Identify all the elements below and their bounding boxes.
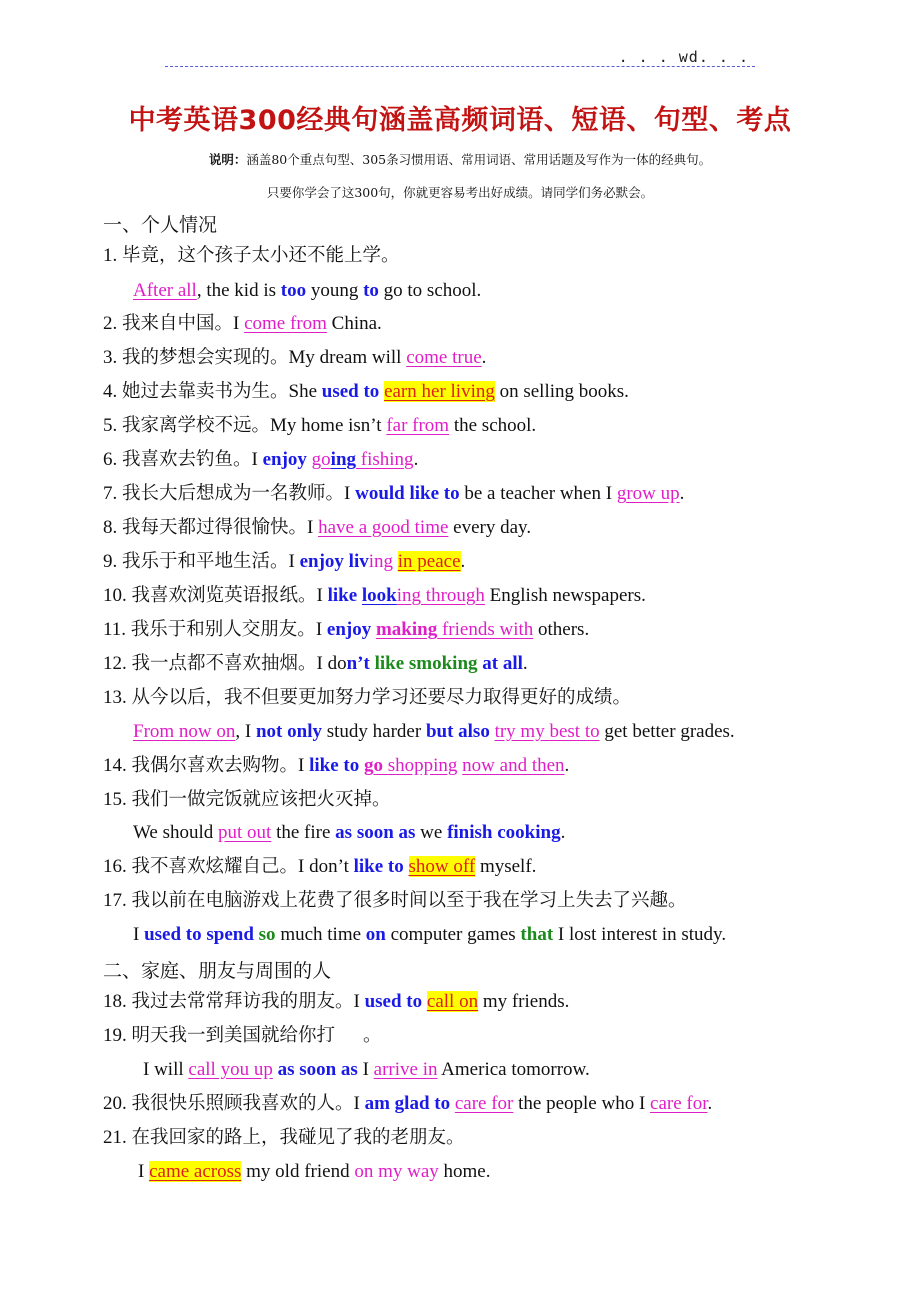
highlighted-phrase: came across: [149, 1161, 242, 1182]
phrase-highlight: care for: [454, 1093, 514, 1114]
keyword: finish cooking: [447, 822, 561, 843]
keyword: n’t: [346, 653, 370, 674]
sentence-item: 17. 我以前在电脑游戏上花费了很多时间以至于我在学习上失去了兴趣。: [103, 890, 687, 911]
sentence-item: 16. 我不喜欢炫耀自己。I don’t like to show off myself.: [103, 856, 537, 877]
chinese-sentence: 从今以后，我不但要更加努力学习还要尽力取得更好的成绩。: [131, 687, 632, 708]
english-sentence: We should put out the fire as soon as we finish cooking.: [133, 822, 566, 843]
keyword: used to: [321, 381, 380, 402]
english-sentence: I used to spend so much time on computer games that I lost interest in study.: [133, 924, 727, 945]
chinese-sentence: 我长大后想成为一名教师。: [122, 483, 345, 504]
keyword: to: [363, 280, 379, 301]
item-number: 1.: [103, 245, 118, 266]
chinese-sentence: 我以前在电脑游戏上花费了很多时间以至于我在学习上失去了兴趣。: [131, 890, 687, 911]
note-line-1: [0, 150, 920, 168]
english-sentence: After all, the kid is too young to go to school.: [133, 280, 482, 301]
chinese-sentence: 我的梦想会实现的。: [122, 347, 289, 368]
sentence-item: 3. 我的梦想会实现的。My dream will come true.: [103, 347, 487, 368]
keyword: enjoy: [326, 619, 372, 640]
phrase-highlight: put out: [218, 822, 272, 843]
phrase-highlight: fishing: [356, 449, 414, 470]
phrase-highlight: come true: [406, 347, 482, 368]
keyword-green: like smoking: [369, 653, 478, 674]
keyword: as soon as: [335, 822, 416, 843]
header-divider: [165, 66, 755, 67]
chinese-sentence: 我每天都过得很愉快。: [122, 517, 308, 538]
highlighted-phrase: call on: [426, 991, 479, 1012]
sentence-item: 14. 我偶尔喜欢去购物。I like to go shopping now and then.: [103, 755, 570, 776]
phrase-highlight: arrive in: [373, 1059, 438, 1080]
phrase-highlight: ing: [368, 551, 394, 572]
note-line-2: 只要你学会了这300句，你就更容易考出好成绩。请同学们务必默会。: [266, 185, 654, 200]
keyword: too: [280, 280, 307, 301]
keyword: as soon as: [277, 1059, 358, 1080]
chinese-sentence: 我喜欢浏览英语报纸。: [131, 585, 317, 606]
chinese-sentence: 我家离学校不远。: [122, 415, 271, 436]
chinese-sentence: 我很快乐照顾我喜欢的人。: [131, 1093, 354, 1114]
note-text-1: 涵盖80个重点句型、305条习惯用语、常用词语、常用话题及写作为一体的经典句。: [246, 152, 712, 167]
keyword: used to: [364, 991, 423, 1012]
sentence-item: 12. 我一点都不喜欢抽烟。I don’t like smoking at all.: [103, 653, 528, 674]
chinese-sentence: 明天我一到美国就给你打: [131, 1025, 336, 1046]
keyword: on: [365, 924, 386, 945]
phrase-highlight: grow up: [616, 483, 680, 504]
sentence-item: 19. 明天我一到美国就给你打 。: [103, 1025, 382, 1046]
sentence-item: 5. 我家离学校不远。My home isn’t far from the school.: [103, 415, 537, 436]
section-heading-2: 二、家庭、朋友与周围的人: [103, 960, 332, 982]
keyword: would like to: [355, 483, 460, 504]
keyword: like to: [353, 856, 404, 877]
highlighted-phrase: in peace: [397, 551, 461, 572]
english-sentence: I will call you up as soon as I arrive in America tomorrow.: [143, 1059, 590, 1080]
keyword-underlined: ing: [330, 449, 357, 470]
phrase-highlight: far from: [386, 415, 450, 436]
sentence-item: 4. 她过去靠卖书为生。She used to earn her living on selling books.: [103, 381, 629, 402]
sentence-item: 9. 我乐于和平地生活。I enjoy living in peace.: [103, 551, 466, 572]
highlighted-phrase: earn her living: [384, 381, 495, 402]
keyword: enjoy: [262, 449, 307, 470]
phrase-highlight: After all: [133, 280, 197, 301]
sentence-item: 18. 我过去常常拜访我的朋友。I used to call on my friends.: [103, 991, 570, 1012]
phrase-highlight: care for: [650, 1093, 708, 1114]
chinese-sentence: 我乐于和平地生活。: [122, 551, 289, 572]
keyword-underlined: look: [361, 585, 397, 606]
sentence-item: 8. 我每天都过得很愉快。I have a good time every day.: [103, 517, 532, 538]
note-label: 说明：: [208, 152, 247, 167]
chinese-sentence: 我偶尔喜欢去购物。: [131, 755, 299, 776]
english-sentence: From now on, I not only study harder but also try my best to get better grades.: [133, 721, 735, 742]
phrase-highlight: shopping: [382, 755, 458, 776]
page-header: [165, 48, 755, 70]
keyword-green: so: [258, 924, 276, 945]
keyword-green: that: [520, 924, 554, 945]
phrase-highlight: come from: [244, 313, 327, 334]
sentence-item: 11. 我乐于和别人交朋友。I enjoy making friends with others.: [103, 619, 590, 640]
sentence-item: 15. 我们一做完饭就应该把火灭掉。: [103, 789, 391, 810]
keyword: used to spend: [144, 924, 254, 945]
chinese-sentence: 我来自中国。: [122, 313, 234, 334]
keyword: like: [327, 585, 358, 606]
keyword-underlined: go: [363, 755, 383, 776]
phrase-highlight: now and then: [462, 755, 565, 776]
chinese-sentence: 毕竟，这个孩子太小还不能上学。: [122, 245, 400, 266]
sentence-item: 20. 我很快乐照顾我喜欢的人。I am glad to care for the people who I care for.: [103, 1093, 713, 1114]
chinese-sentence: 在我回家的路上，我碰见了我的老朋友。: [131, 1127, 465, 1148]
phrase-highlight: ing through: [396, 585, 485, 606]
chinese-sentence: 她过去靠卖书为生。: [122, 381, 289, 402]
chinese-sentence: 我喜欢去钓鱼。: [122, 449, 252, 470]
keyword: am glad to: [364, 1093, 451, 1114]
keyword-underlined: making: [375, 619, 438, 640]
chinese-sentence: 我一点都不喜欢抽烟。: [131, 653, 317, 674]
keyword: but also: [425, 721, 490, 742]
keyword: at all: [482, 653, 523, 674]
phrase-highlight: go: [311, 449, 331, 470]
phrase-highlight: friends with: [437, 619, 534, 640]
phrase-highlight: on my way: [354, 1161, 439, 1182]
phrase-highlight: have a good time: [318, 517, 449, 538]
header-mark: . . . wd. . .: [618, 48, 749, 66]
chinese-sentence: 我不喜欢炫耀自己。: [131, 856, 299, 877]
phrase-highlight: From now on: [133, 721, 236, 742]
keyword: like to: [309, 755, 360, 776]
sentence-item: 21. 在我回家的路上，我碰见了我的老朋友。: [103, 1127, 465, 1148]
phrase-highlight: call you up: [188, 1059, 273, 1080]
chinese-sentence: 我们一做完饭就应该把火灭掉。: [131, 789, 391, 810]
phrase-highlight: try my best to: [494, 721, 600, 742]
chinese-punctuation: 。: [363, 1025, 382, 1046]
keyword: not only: [255, 721, 322, 742]
sentence-item: [103, 243, 400, 269]
chinese-sentence: 我过去常常拜访我的朋友。: [131, 991, 354, 1012]
chinese-sentence: 我乐于和别人交朋友。: [130, 619, 316, 640]
section-heading-1: 一、个人情况: [103, 214, 218, 236]
document-title: 中考英语300经典句涵盖高频词语、短语、句型、考点: [128, 105, 792, 136]
keyword: enjoy liv: [299, 551, 369, 572]
sentence-item: 2. 我来自中国。I come from China.: [103, 313, 382, 334]
sentence-item: 7. 我长大后想成为一名教师。I would like to be a teacher when I grow up.: [103, 483, 685, 504]
sentence-item: 13. 从今以后，我不但要更加努力学习还要尽力取得更好的成绩。: [103, 687, 632, 708]
highlighted-phrase: show off: [408, 856, 476, 877]
english-sentence: I came across my old friend on my way home.: [138, 1161, 491, 1182]
sentence-item: 10. 我喜欢浏览英语报纸。I like looking through English newspapers.: [103, 585, 646, 606]
sentence-item: 6. 我喜欢去钓鱼。I enjoy going fishing.: [103, 449, 419, 470]
